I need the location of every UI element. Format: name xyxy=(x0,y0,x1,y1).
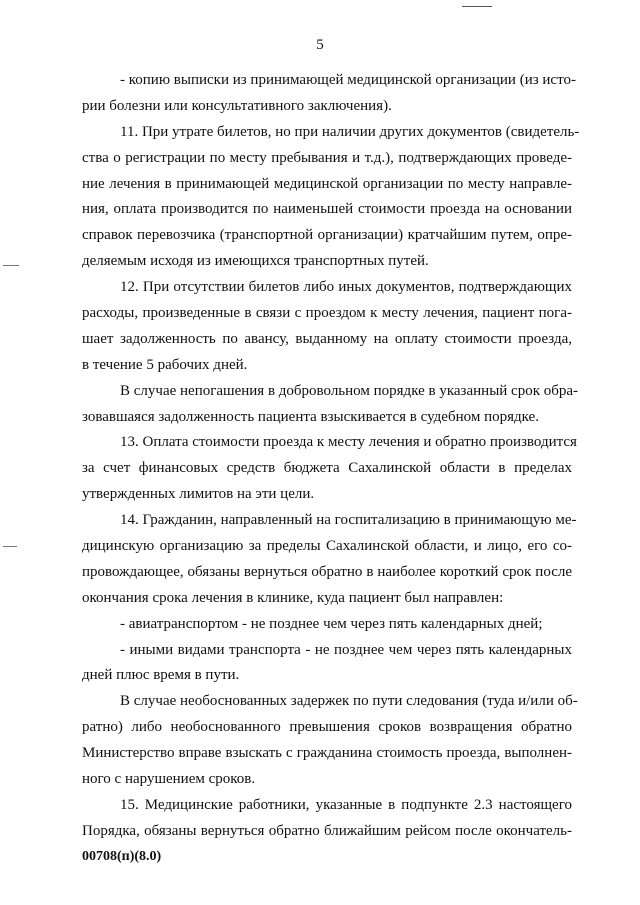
text-line: - авиатранспортом - не позднее чем через пять календарных дней; xyxy=(120,615,543,632)
document-code: 00708(п)(8.0) xyxy=(82,849,162,864)
scan-margin-mark xyxy=(3,546,17,547)
text-line: справок перевозчика (транспортной организации) кратчайшим путем, опре- xyxy=(82,227,572,244)
text-line: ние лечения в принимающей медицинской организации по месту направле- xyxy=(82,175,572,192)
top-scan-mark xyxy=(462,6,492,7)
body-text xyxy=(82,68,580,845)
text-line: шает задолженность по авансу, выданному на оплату стоимости проезда, xyxy=(82,330,572,347)
text-line: деляемым исходя из имеющихся транспортных путей. xyxy=(82,253,429,270)
text-line: ратно) либо необоснованного превышения сроков возвращения обратно xyxy=(82,719,572,736)
scan-margin-mark xyxy=(3,265,19,266)
text-line: окончания срока лечения в клинике, куда пациент был направлен: xyxy=(82,589,504,606)
text-line: за счет финансовых средств бюджета Сахалинской области в пределах xyxy=(82,460,572,477)
text-line: Порядка, обязаны вернуться обратно ближайшим рейсом после окончатель- xyxy=(82,822,572,839)
text-line: В случае необоснованных задержек по пути следования (туда и/или об- xyxy=(120,693,578,710)
text-line: 14. Гражданин, направленный на госпитализацию в принимающую ме- xyxy=(120,512,577,529)
text-line: рии болезни или консультативного заключения). xyxy=(82,97,392,114)
text-line: 12. При отсутствии билетов либо иных документов, подтверждающих xyxy=(120,279,572,296)
text-line: ства о регистрации по месту пребывания и т.д.), подтверждающих проведе- xyxy=(82,149,572,166)
text-line: в течение 5 рабочих дней. xyxy=(82,356,248,373)
text-line: провождающее, обязаны вернуться обратно в наиболее короткий срок после xyxy=(82,563,572,580)
text-line: зовавшаяся задолженность пациента взыскивается в судебном порядке. xyxy=(82,408,539,425)
text-line: утвержденных лимитов на эти цели. xyxy=(82,486,315,503)
text-line: ного с нарушением сроков. xyxy=(82,771,256,788)
text-line: ния, оплата производится по наименьшей стоимости проезда на основании xyxy=(82,201,572,218)
page-number: 5 xyxy=(316,37,324,53)
text-line: 15. Медицинские работники, указанные в подпункте 2.3 настоящего xyxy=(120,796,572,813)
text-line: - иными видами транспорта - не позднее чем через пять календарных xyxy=(120,641,572,658)
text-line: дицинскую организацию за пределы Сахалинской области, и лицо, его со- xyxy=(82,538,572,555)
text-line: В случае непогашения в добровольном порядке в указанный срок обра- xyxy=(120,382,579,399)
text-line: расходы, произведенные в связи с проездом к месту лечения, пациент пога- xyxy=(82,305,572,322)
text-line: Министерство вправе взыскать с гражданина стоимость проезда, выполнен- xyxy=(82,745,572,762)
text-line: - копию выписки из принимающей медицинской организации (из исто- xyxy=(120,72,576,88)
text-line: дней плюс время в пути. xyxy=(82,667,240,684)
text-line: 13. Оплата стоимости проезда к месту лечения и обратно производится xyxy=(120,434,577,451)
text-line: 11. При утрате билетов, но при наличии других документов (свидетель- xyxy=(120,123,580,140)
